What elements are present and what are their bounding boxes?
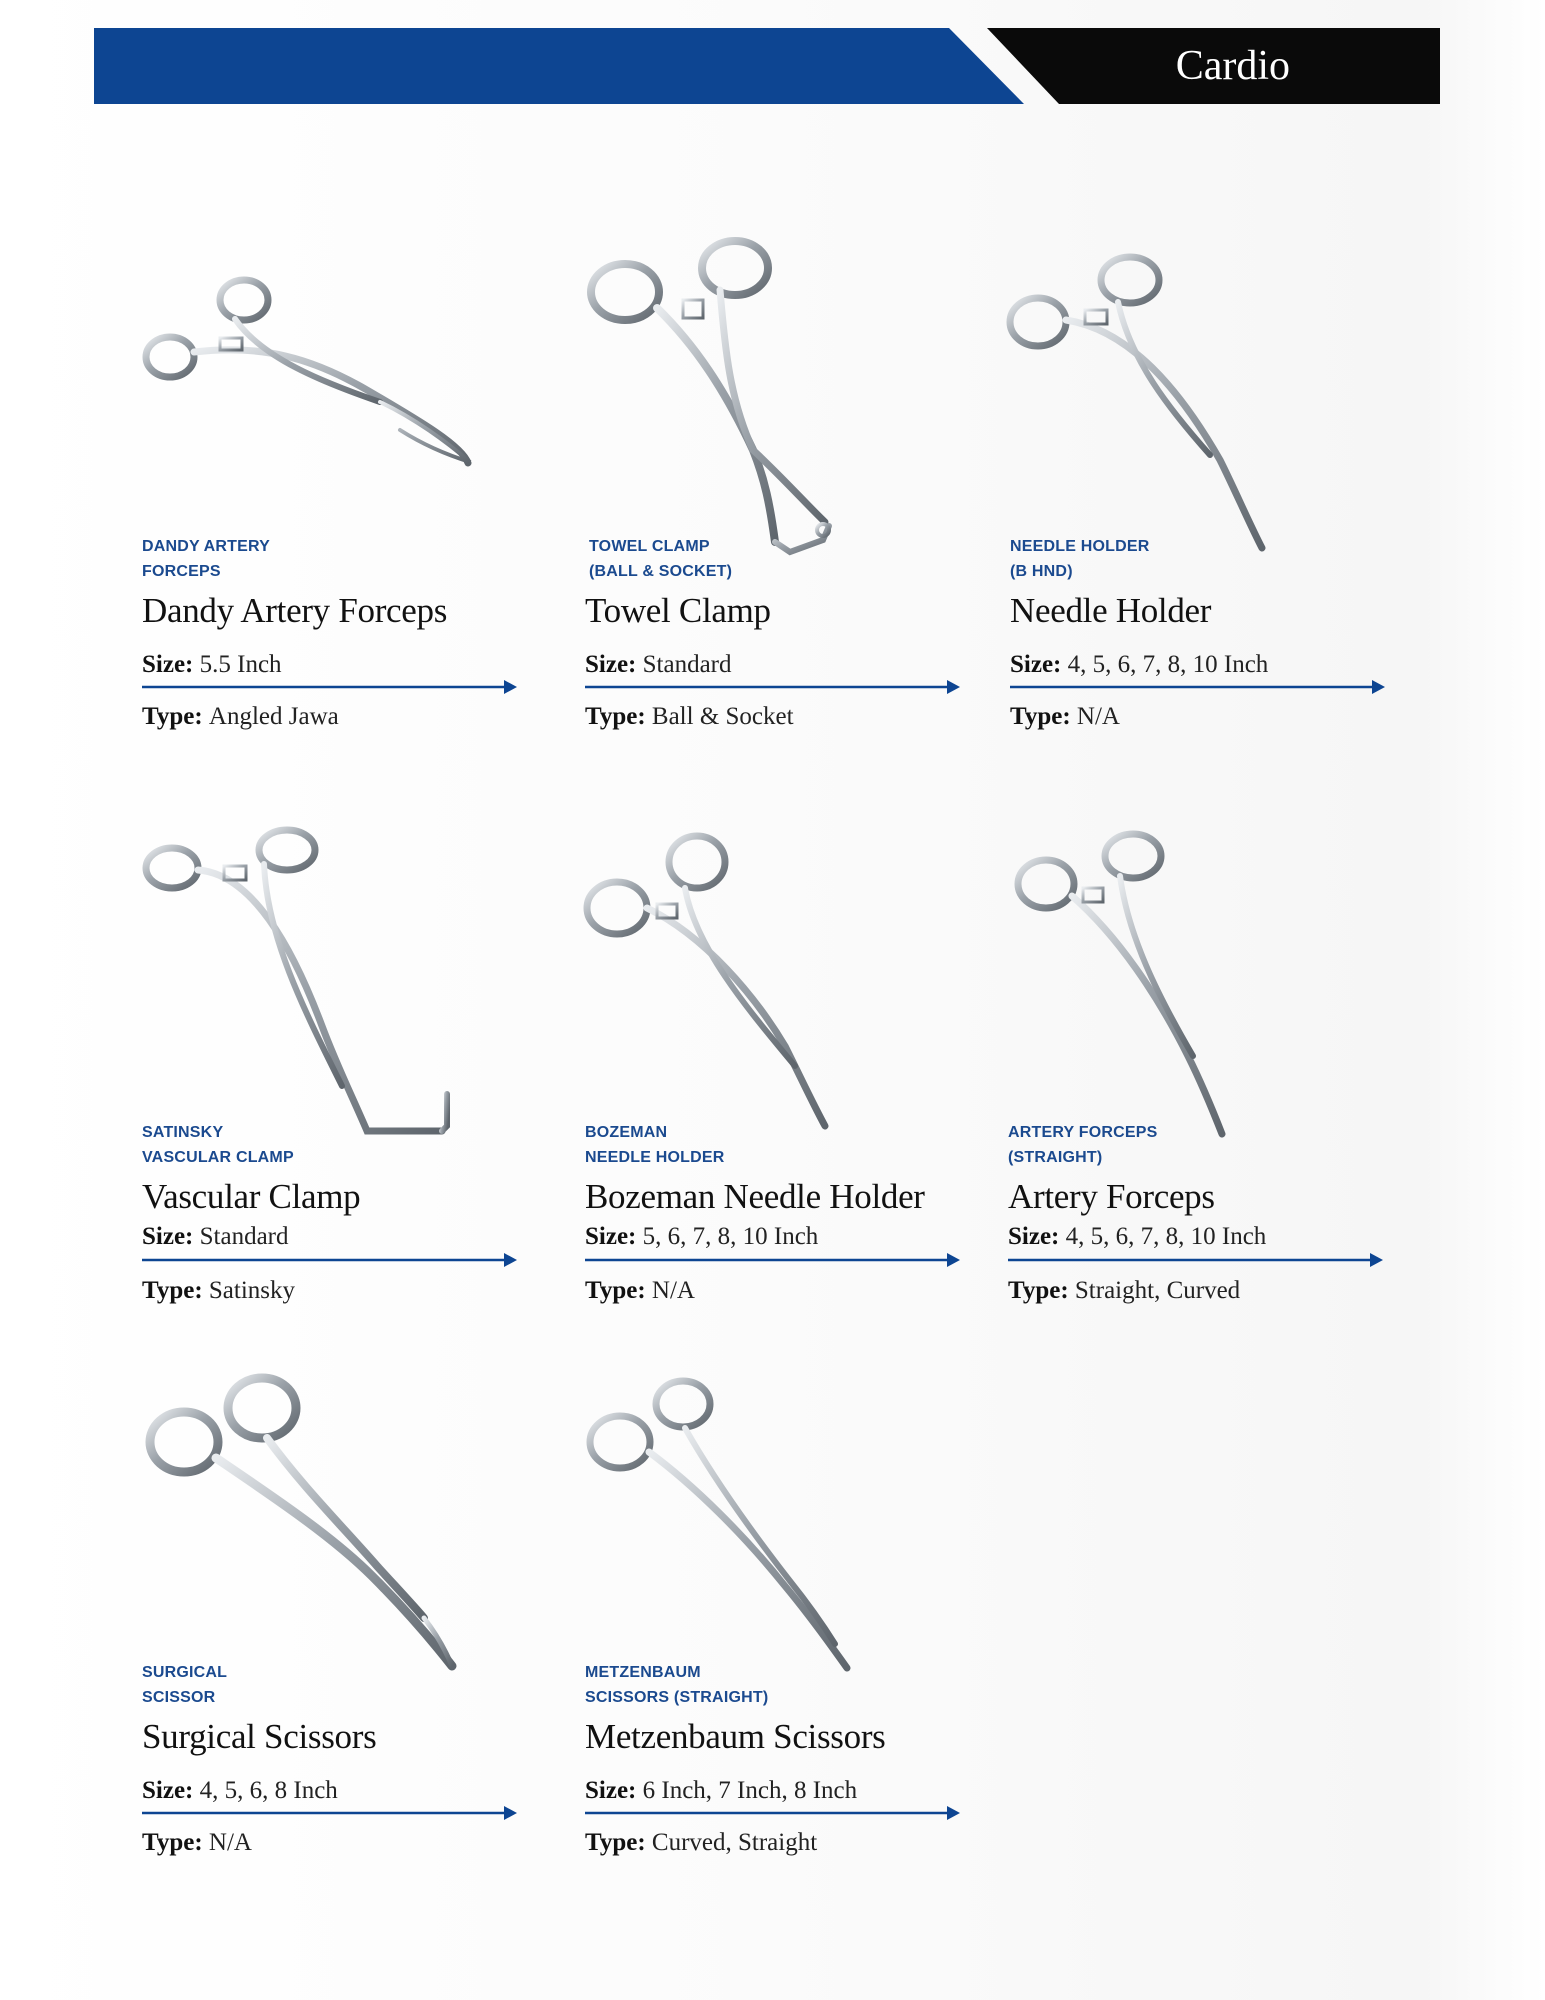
arrow-right-icon[interactable] [1008, 1253, 1383, 1267]
curved-artery-forceps-icon [142, 240, 562, 570]
product-name: Artery Forceps [1008, 1177, 1215, 1216]
product-card-bozeman-needle-holder[interactable] [585, 826, 1005, 1386]
product-size: Size: 4, 5, 6, 7, 8, 10 Inch [1008, 1223, 1267, 1250]
arrow-right-icon[interactable] [142, 1806, 517, 1820]
product-card-metzenbaum-scissors[interactable] [585, 1366, 1005, 1926]
product-type: Type: Ball & Socket [585, 703, 794, 730]
product-size: Size: 6 Inch, 7 Inch, 8 Inch [585, 1777, 858, 1804]
product-card-artery-forceps[interactable] [1008, 826, 1428, 1386]
product-card-vascular-clamp[interactable] [142, 826, 562, 1386]
product-type: Type: Curved, Straight [585, 1829, 818, 1856]
metzenbaum-scissors-icon [585, 1366, 1005, 1696]
product-size: Size: 5, 6, 7, 8, 10 Inch [585, 1223, 819, 1250]
product-type: Type: N/A [585, 1277, 695, 1304]
product-name: Vascular Clamp [142, 1177, 361, 1216]
product-type: Type: N/A [1010, 703, 1120, 730]
needle-holder-icon [1010, 240, 1430, 570]
product-type: Type: Straight, Curved [1008, 1277, 1241, 1304]
product-card-towel-clamp[interactable] [585, 240, 1005, 800]
arrow-right-icon[interactable] [142, 1253, 517, 1267]
product-caption: DANDY ARTERY FORCEPS [142, 538, 271, 580]
product-type: Type: Angled Jawa [142, 703, 339, 730]
arrow-right-icon[interactable] [585, 1806, 960, 1820]
product-card-dandy-artery-forceps[interactable] [142, 240, 562, 800]
vascular-clamp-icon [142, 826, 562, 1156]
arrow-right-icon[interactable] [142, 680, 517, 694]
product-caption: SURGICAL SCISSOR [142, 1664, 228, 1706]
product-type: Type: Satinsky [142, 1277, 296, 1304]
section-title: Cardio [1175, 43, 1290, 89]
product-size: Size: 4, 5, 6, 7, 8, 10 Inch [1010, 651, 1269, 678]
product-card-needle-holder[interactable] [1010, 240, 1430, 800]
product-caption: NEEDLE HOLDER (B HND) [1010, 538, 1150, 580]
product-caption: SATINSKY VASCULAR CLAMP [142, 1124, 294, 1166]
arrow-right-icon[interactable] [585, 1253, 960, 1267]
product-size: Size: 4, 5, 6, 8 Inch [142, 1777, 338, 1804]
product-size: Size: Standard [585, 651, 732, 678]
product-card-surgical-scissors[interactable] [142, 1366, 562, 1926]
product-caption: TOWEL CLAMP (BALL & SOCKET) [589, 538, 733, 580]
product-caption: ARTERY FORCEPS (STRAIGHT) [1008, 1124, 1158, 1166]
product-name: Bozeman Needle Holder [585, 1177, 925, 1216]
product-type: Type: N/A [142, 1829, 252, 1856]
surgical-scissors-icon [142, 1366, 562, 1696]
product-name: Towel Clamp [585, 591, 771, 630]
arrow-right-icon[interactable] [585, 680, 960, 694]
product-name: Needle Holder [1010, 591, 1212, 630]
product-size: Size: Standard [142, 1223, 289, 1250]
product-size: Size: 5.5 Inch [142, 651, 282, 678]
towel-clamp-icon [585, 240, 1005, 570]
product-name: Metzenbaum Scissors [585, 1717, 886, 1756]
artery-forceps-icon [1008, 826, 1428, 1156]
bozeman-needle-holder-icon [585, 826, 1005, 1156]
product-name: Surgical Scissors [142, 1717, 377, 1756]
page-header [94, 28, 1440, 106]
product-caption: METZENBAUM SCISSORS (STRAIGHT) [585, 1664, 769, 1706]
product-caption: BOZEMAN NEEDLE HOLDER [585, 1124, 725, 1166]
product-name: Dandy Artery Forceps [142, 591, 448, 630]
arrow-right-icon[interactable] [1010, 680, 1385, 694]
